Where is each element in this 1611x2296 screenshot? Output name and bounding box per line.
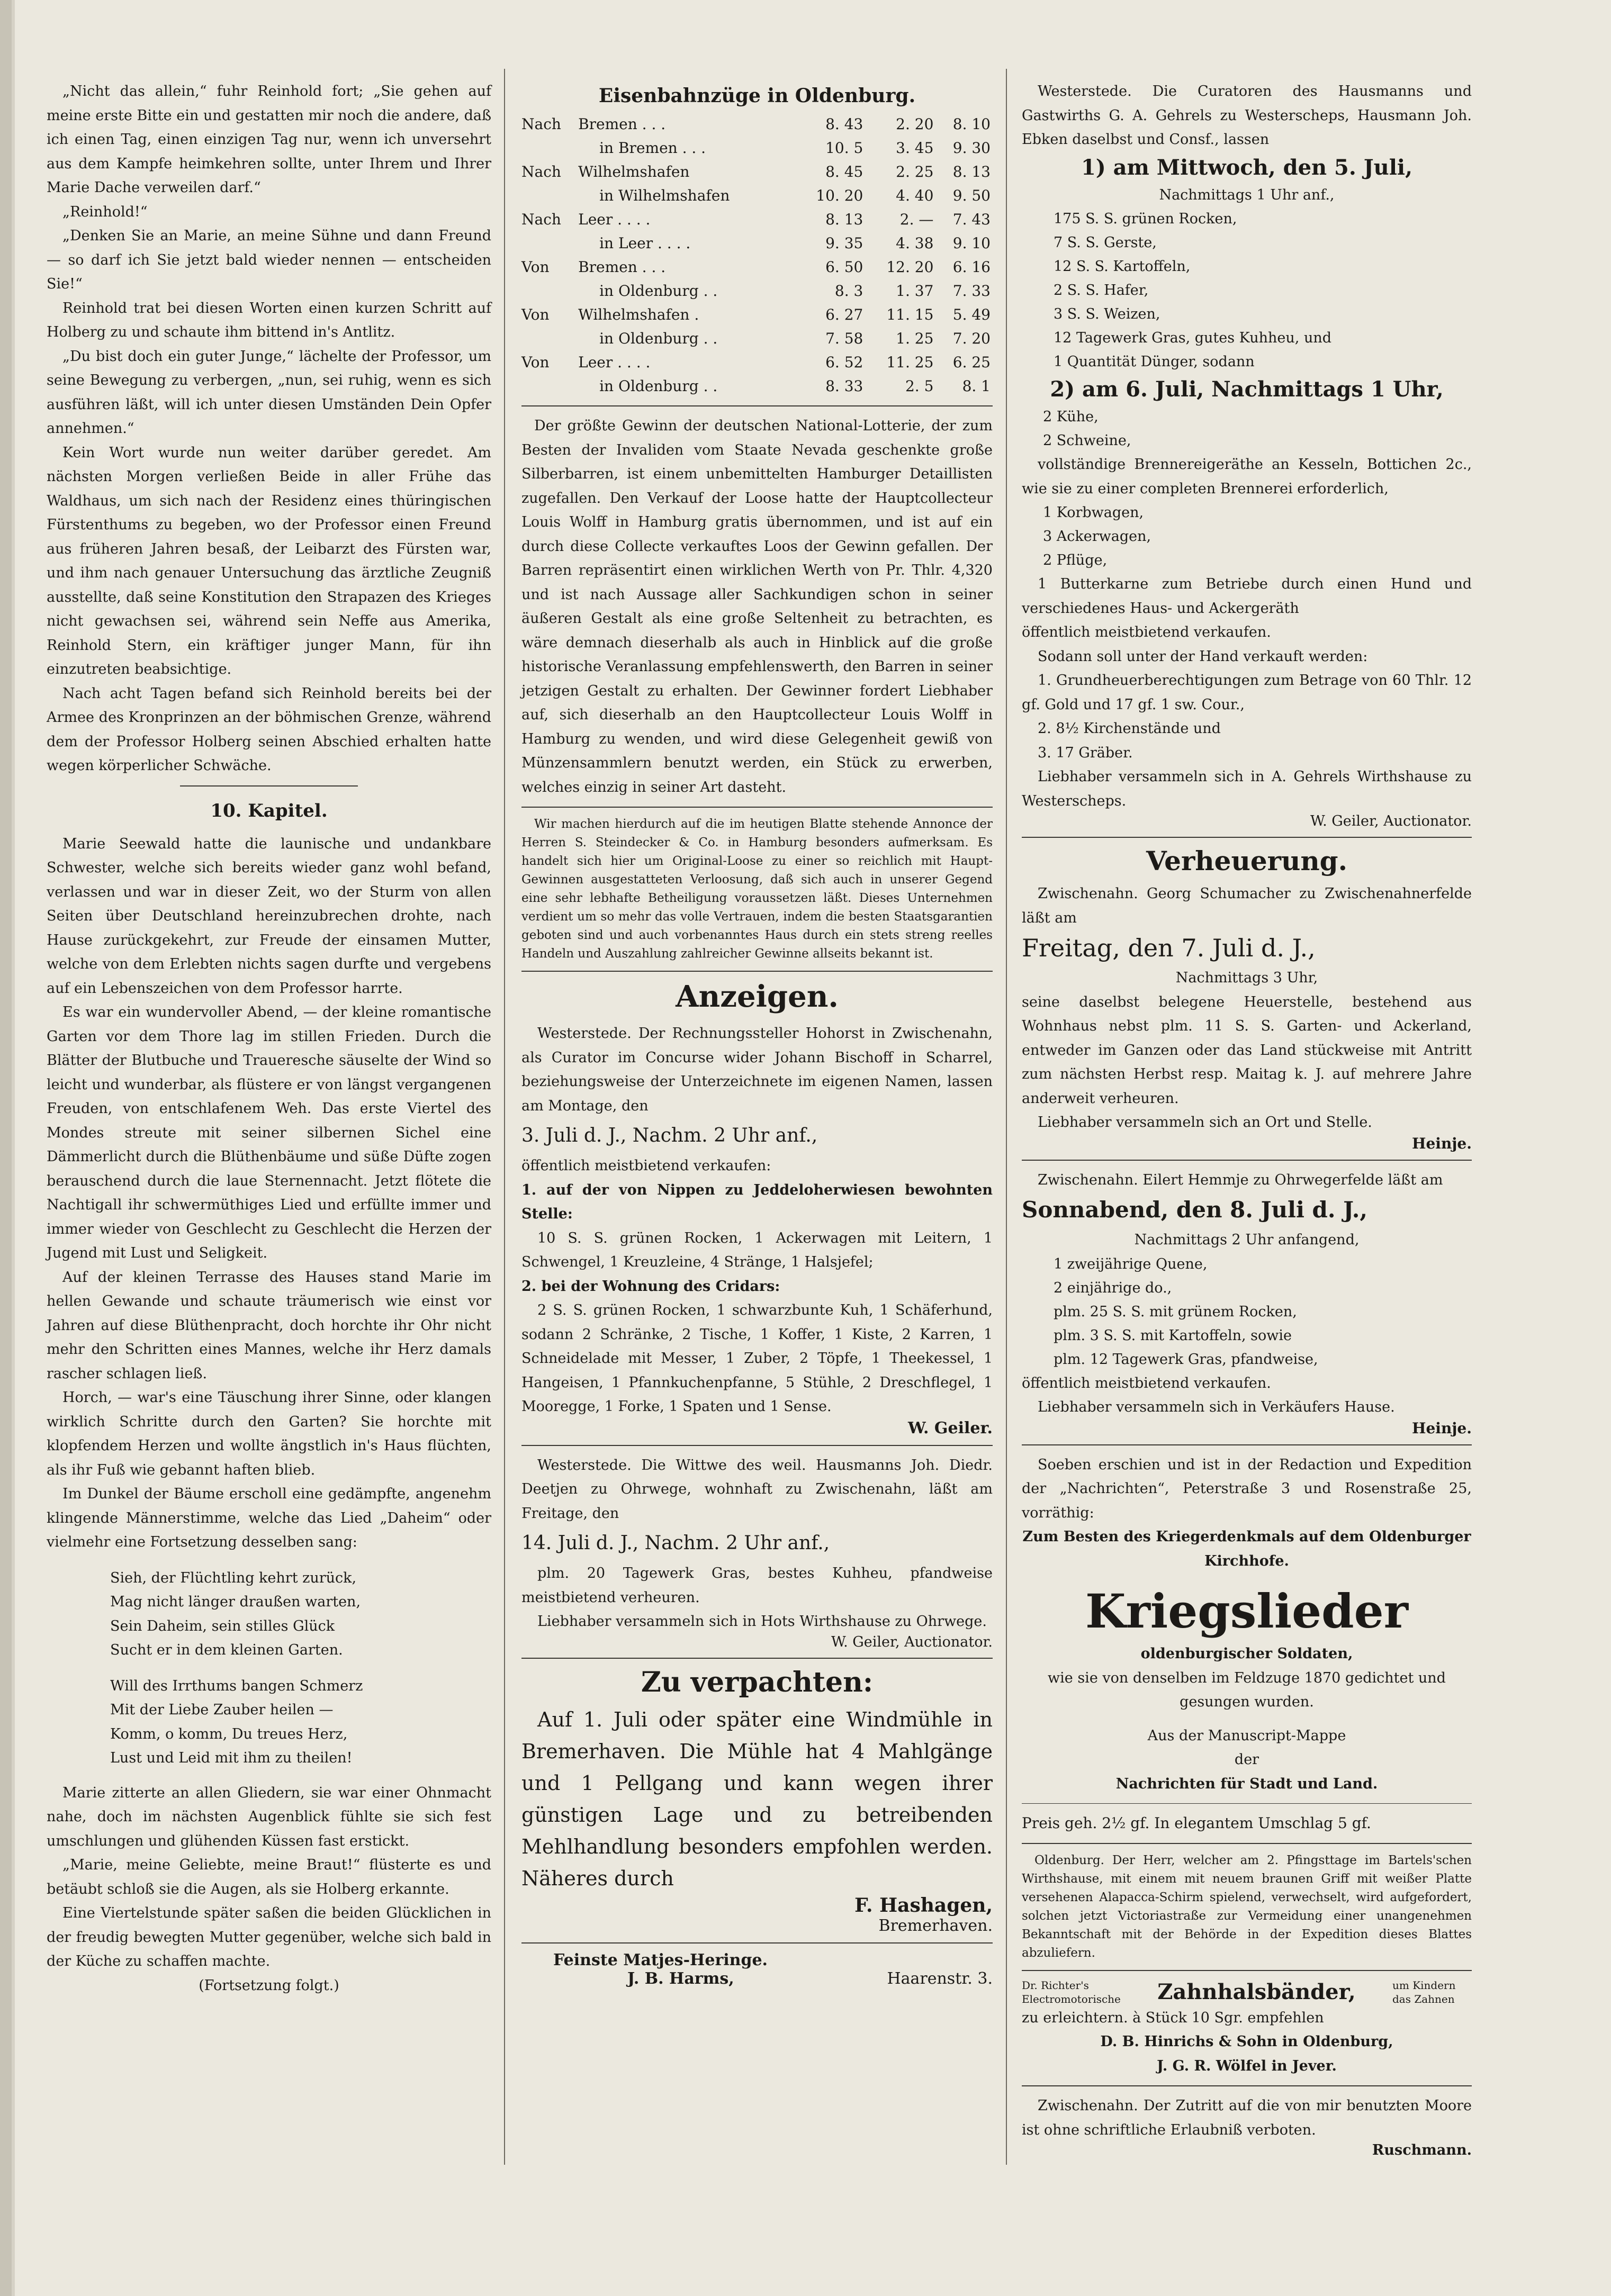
right-column	[1022, 79, 1472, 2158]
song-verse-line: Mag nicht länger draußen warten,	[110, 1594, 361, 1610]
song-verse-line: Sein Daheim, sein stilles Glück	[110, 1617, 335, 1634]
lease-heading: Verheuerung.	[1146, 845, 1348, 876]
train-route-cell: Leer . . . .	[578, 354, 651, 371]
column-divider-right	[1006, 69, 1007, 2165]
song-verse-line: Will des Irrthums bangen Schmerz	[110, 1677, 363, 1694]
ad-text: Westerstede. Der Rechnungssteller Hohorst in Zwischenahn, als Curator im Concurse wider Johann Bischoff in Scharrel, beziehungsweise der Unterzeichnete im eigenen Namen, lassen am Montage, den	[521, 1025, 993, 1114]
train-route-cell	[521, 327, 578, 350]
divider	[1022, 1803, 1472, 1804]
story-paragraph: Horch, — war's eine Täuschung ihrer Sinne, oder klangen wirklich Schritte durch den Garten? Sie horchte mit klopfendem Herzen und wollte ängstlich in's Haus flüchten, als ihr Fuß wie gebannt haften blieb.	[47, 1389, 491, 1478]
story-paragraph: Nach acht Tagen befand sich Reinhold bereits bei der Armee des Kronprinzen an der böhmischen Grenze, während dem der Professor Holberg seinen Abschied erhalten hatte wegen körperlicher Schwäche.	[47, 685, 491, 774]
train-row	[521, 184, 993, 207]
train-route-cell	[521, 231, 578, 255]
divider	[1022, 2085, 1472, 2086]
song-verse-line: Mit der Liebe Zauber heilen —	[110, 1702, 334, 1718]
train-time-cell: 2. —	[899, 211, 934, 228]
train-route-cell: Wilhelmshafen	[578, 163, 690, 180]
story-paragraph: Marie Seewald hatte die launische und undankbare Schwester, welche sich bereits wieder ganz wohl befand, verlassen und war in dieser Zeit, wo der Sturm von allen Seiten über Deutschland hereinzubrechen drohte, nach Hause zurückgekehrt, zur Freude der einsamen Mutter, welche von dem Erlebten nichts sagen durfte und vergebens auf ein Lebenszeichen von dem Professor harrte.	[47, 835, 491, 997]
product-seller: J. G. R. Wölfel in Jever.	[1157, 2057, 1337, 2074]
story-paragraph: „Reinhold!“	[62, 203, 148, 220]
story-paragraph: Kein Wort wurde nun weiter darüber geredet. Am nächsten Morgen verließen Beide in aller Frühe das Waldhaus, um sich nach der Residenz eines thüringischen Fürstenthums zu begeben, wo der Professor einen Freund aus früheren Jahren besaß, der Leibarzt des Fürsten war, und ihm nach genauer Untersuchung das ärztliche Zeugniß ausstellte, daß seine Konstitution den Strapazen des Krieges nicht gewachsen sei, während sein Neffe aus Amerika, Reinhold Stern, ein kräftiger junger Mann, für ihn einzutreten beabsichtige.	[47, 444, 491, 677]
train-time-cell: 6. 52	[825, 354, 863, 371]
train-row	[521, 231, 993, 255]
ad-text: Liebhaber versammeln sich in A. Gehrels Wirthshause zu Westerscheps.	[1022, 769, 1472, 809]
divider	[1022, 1160, 1472, 1161]
divider	[1022, 1444, 1472, 1445]
ad-text: Westerstede. Die Wittwe des weil. Hausmanns Joh. Diedr. Deetjen zu Ohrwege, wohnhaft zu Zwischenahn, läßt am Freitage, den	[521, 1457, 993, 1522]
train-route-cell	[521, 136, 578, 160]
train-time-cell: 8. 1	[962, 377, 991, 395]
ad-text: plm. 20 Tagewerk Gras, bestes Kuhheu, pfandweise meistbietend verheuren.	[521, 1565, 993, 1606]
story-paragraph: Im Dunkel der Bäume erscholl eine gedämpfte, angenehm klingende Männerstimme, welche das Lied „Daheim“ oder vielmehr eine Fortsetzung desselben sang:	[47, 1486, 491, 1550]
train-time-cell: 11. 15	[886, 306, 934, 323]
train-route-cell: in Oldenburg . .	[599, 330, 718, 347]
train-route-cell: in Oldenburg . .	[599, 377, 718, 395]
train-row	[521, 255, 993, 279]
ad-time: Nachmittags 3 Uhr,	[1175, 970, 1318, 986]
ad-signature: Ruschmann.	[1372, 2142, 1472, 2158]
auction-item: 7 S. S. Gerste,	[1054, 234, 1157, 251]
train-row	[521, 112, 993, 136]
train-row	[521, 136, 993, 160]
ad-text: vollständige Brennereigeräthe an Kesseln, Bottichen 2c., wie sie zu einer completen Brennerei erforderlich,	[1022, 456, 1472, 497]
column-divider-left	[504, 69, 505, 2165]
train-time-cell: 9. 30	[952, 139, 991, 157]
ad-text: seine daselbst belegene Heuerstelle, bestehend aus Wohnhaus nebst plm. 11 S. S. Garten- und Ackerland, entweder im Ganzen oder das Land stückweise mit Antritt zum nächsten Herbst resp. Maitag k. J. auf mehrere Jahre anderweit verheuren.	[1022, 993, 1472, 1107]
auction-item: 3 Ackerwagen,	[1043, 528, 1151, 545]
train-schedule-title: Eisenbahnzüge in Oldenburg.	[598, 85, 916, 107]
train-route-cell: Wilhelmshafen .	[578, 306, 699, 323]
auction-item: plm. 25 S. S. mit grünem Rocken,	[1054, 1303, 1297, 1320]
train-schedule-table	[521, 112, 993, 398]
ad-date: 2) am 6. Juli, Nachmittags 1 Uhr,	[1050, 377, 1444, 402]
train-time-cell: 2. 5	[905, 377, 934, 395]
train-route-cell: Von	[521, 354, 550, 371]
book-intro: Soeben erschien und ist in der Redaction und Expedition der „Nachrichten“, Peterstraße 3 und Rosenstraße 25, vorräthig:	[1022, 1456, 1472, 1521]
book-price: Preis geh. 2½ gf. In elegantem Umschlag 5 gf.	[1022, 1814, 1371, 1832]
ad-signature: W. Geiler.	[908, 1418, 993, 1438]
train-time-cell: 4. 38	[896, 234, 934, 252]
moor-notice: Zwischenahn. Der Zutritt auf die von mir benutzten Moore ist ohne schriftliche Erlaubniß verboten.	[1022, 2098, 1472, 2138]
train-row	[521, 207, 993, 231]
ad-signature: F. Hashagen,	[854, 1894, 993, 1917]
ad-time: Nachmittags 2 Uhr anfangend,	[1134, 1232, 1360, 1248]
ad-text: 3. 17 Gräber.	[1038, 744, 1133, 761]
divider	[521, 1942, 993, 1944]
train-time-cell: 6. 25	[952, 354, 991, 371]
auction-item: plm. 3 S. S. mit Kartoffeln, sowie	[1054, 1327, 1292, 1344]
ad-place: Bremerhaven.	[878, 1916, 993, 1935]
ad-date: Sonnabend, den 8. Juli d. J.,	[1022, 1197, 1367, 1223]
ad-text: öffentlich meistbietend verkaufen.	[1022, 1375, 1271, 1391]
train-time-cell: 8. 10	[952, 115, 991, 133]
ad-date: Freitag, den 7. Juli d. J.,	[1022, 934, 1316, 962]
product-text: zu erleichtern. à Stück 10 Sgr. empfehlen	[1022, 2009, 1324, 2026]
story-paragraph: „Du bist doch ein guter Junge,“ lächelte der Professor, um seine Bewegung zu verbergen, „nun, sei ruhig, wenn es sich ausführen läßt, will ich unter diesen Umständen Dein Opfer annehmen.“	[47, 348, 491, 437]
lease-text: Auf 1. Juli oder später eine Windmühle in Bremerhaven. Die Mühle hat 4 Mahlgänge und 1 Pellgang und kann wegen ihrer günstigen Lage und zu betreibenden Mehlhandlung besonders empfohlen werden. Näheres durch	[521, 1707, 993, 1890]
train-time-cell: 10. 20	[816, 187, 863, 204]
divider	[180, 785, 358, 787]
divider	[1022, 1843, 1472, 1844]
auction-item: 12 Tagewerk Gras, gutes Kuhheu, und	[1054, 330, 1332, 346]
ads-heading: Anzeigen.	[676, 979, 839, 1014]
lottery-article: Der größte Gewinn der deutschen National-Lotterie, der zum Besten der Invaliden vom Staate Nevada geschenkte große Silberbarren, ist einem unbemittelten Hamburger Detaillisten zugefallen. Den Verkauf der Loose hatte der Hauptcollecteur Louis Wolff in Hamburg gratis übernommen, und ist auf ein durch diese Collecte verkauftes Loos der Gewinn gefallen. Der Barren repräsentirt einen wirklichen Werth von Pr. Thlr. 4,320 und ist nach Aussage aller Sachkundigen schon in seiner äußeren Gestalt als eine große Seltenheit zu betrachten, es wäre demnach dieserhalb als auch in Hinblick auf die große historische Veranlassung empfehlenswerth, den Barren in seiner jetzigen Gestalt zu erhalten. Der Gewinner fordert Liebhaber auf, sich dieserhalb an den Hauptcollecteur Louis Wolff in Hamburg zu wenden, und wird diese Gelegenheit gewiß von Münzensammlern benutzt werden, ein Stück zu erwerben, welches einzig in seiner Art dasteht.	[521, 418, 993, 796]
story-paragraph: „Marie, meine Geliebte, meine Braut!“ flüsterte es und betäubt schloß sie die Augen, als sie Holberg erkannte.	[47, 1857, 491, 1897]
divider	[521, 807, 993, 808]
train-time-cell: 9. 10	[952, 234, 991, 252]
train-time-cell: 8. 33	[825, 377, 863, 395]
train-time-cell: 1. 37	[896, 282, 934, 300]
train-row	[521, 279, 993, 303]
ad-signature: W. Geiler, Auctionator.	[831, 1633, 993, 1650]
train-time-cell: 4. 40	[896, 187, 934, 204]
train-time-cell: 6. 50	[825, 258, 863, 276]
train-time-cell: 3. 45	[896, 139, 934, 157]
story-paragraph: Eine Viertelstunde später saßen die beiden Glücklichen in der freudig bewegten Mutter gegenüber, welche sich bald in der Küche zu schaffen machte.	[47, 1905, 491, 1969]
ad-text: 1. Grundheuerberechtigungen zum Betrage von 60 Thlr. 12 gf. Gold und 17 gf. 1 sw. Cour.,	[1022, 672, 1472, 713]
train-route-cell: in Wilhelmshafen	[599, 187, 730, 204]
story-paragraph: Es war ein wundervoller Abend, — der kleine romantische Garten vor dem Thore lag im stillen Frieden. Durch die Blätter der Blutbuche und Traueresche säuselte der Wind so leicht und wunderbar, als flüstere er von längst vergangenen Freuden, von entschlafenem Weh. Das erste Viertel des Mondes streute mit seiner silbernen Sichel eine Dämmerlicht durch die Blüthenbäume und süße Düfte zogen berauschend durch die laue Sternennacht. Jetzt flötete die Nachtigall ihr schwermüthiges Lied und erfüllte immer und immer wieder von Geschlecht zu Geschlecht die Herzen der Jugend mit Lust und Seligkeit.	[47, 1004, 491, 1261]
train-route-cell: in Bremen . . .	[599, 139, 706, 157]
auction-item: 2 Kühe,	[1043, 409, 1099, 425]
train-time-cell: 6. 27	[825, 306, 863, 323]
ad-text: 10 S. S. grünen Rocken, 1 Ackerwagen mit Leitern, 1 Schwengel, 1 Kreuzleine, 4 Stränge, 1 Halsjefel;	[521, 1230, 993, 1270]
book-subtitle: oldenburgischer Soldaten,	[1140, 1646, 1353, 1662]
auction-item: 3 S. S. Weizen,	[1054, 306, 1160, 322]
page-binding-edge	[0, 0, 12, 2296]
divider	[1022, 1970, 1472, 1971]
ad-text: Sodann soll unter der Hand verkauft werden:	[1038, 648, 1368, 665]
song-verse-line: Lust und Leid mit ihm zu theilen!	[110, 1750, 353, 1766]
train-time-cell: 10. 5	[825, 139, 863, 157]
train-time-cell: 2. 20	[896, 115, 934, 133]
ad-signature: J. B. Harms,	[627, 1969, 734, 1988]
train-time-cell: 5. 49	[952, 306, 991, 323]
book-title: Kriegslieder	[1085, 1584, 1409, 1639]
middle-column	[521, 79, 993, 1988]
train-row	[521, 327, 993, 350]
ad-subheading: 1. auf der von Nippen zu Jeddeloherwiesen bewohnten Stelle:	[521, 1181, 993, 1222]
ad-date: 3. Juli d. J., Nachm. 2 Uhr anf.,	[521, 1125, 818, 1146]
train-route-cell	[521, 374, 578, 398]
herring-ad: Feinste Matjes-Heringe.	[553, 1950, 768, 1969]
ad-text: Liebhaber versammeln sich in Hots Wirthshause zu Ohrwege.	[537, 1613, 987, 1630]
ad-text: öffentlich meistbietend verkaufen.	[1022, 624, 1271, 640]
train-time-cell: 6. 16	[952, 258, 991, 276]
auction-item: 12 S. S. Kartoffeln,	[1054, 258, 1191, 275]
book-source: Aus der Manuscript-Mappe	[1147, 1727, 1346, 1744]
ad-text: Liebhaber versammeln sich in Verkäufers Hause.	[1038, 1399, 1395, 1415]
story-paragraph: „Nicht das allein,“ fuhr Reinhold fort; „Sie gehen auf meine erste Bitte ein und gestatten mir noch die andere, daß ich einen Tag, einen einzigen Tag nur, wenn ich unversehrt aus dem Kampfe heimkehren sollte, unter Ihrem und Ihrer Marie Dache verweilen darf.“	[47, 83, 491, 196]
divider	[521, 405, 993, 406]
train-route-cell: Bremen . . .	[578, 115, 666, 133]
auction-item: 1 Korbwagen,	[1043, 504, 1144, 521]
train-time-cell: 9. 50	[952, 187, 991, 204]
train-route-cell: in Oldenburg . .	[599, 282, 718, 300]
song-verse-line: Sucht er in dem kleinen Garten.	[110, 1642, 343, 1658]
divider	[521, 1658, 993, 1659]
train-route-cell: Von	[521, 306, 550, 323]
train-route-cell: in Leer . . . .	[599, 234, 691, 252]
train-time-cell: 7. 43	[952, 211, 991, 228]
auction-item: 2 Schweine,	[1043, 432, 1131, 449]
product-maker: Electromotorische	[1022, 1992, 1121, 2005]
ad-date: 1) am Mittwoch, den 5. Juli,	[1081, 155, 1413, 180]
train-time-cell: 7. 33	[952, 282, 991, 300]
ad-text: Zwischenahn. Georg Schumacher zu Zwischenahnerfelde läßt am	[1022, 885, 1472, 926]
product-note: um Kindern das Zahnen	[1392, 1978, 1456, 2005]
song-verse-line: Sieh, der Flüchtling kehrt zurück,	[110, 1569, 357, 1586]
auction-item: plm. 12 Tagewerk Gras, pfandweise,	[1054, 1351, 1318, 1368]
auction-item: 2 Pflüge,	[1043, 552, 1108, 568]
train-route-cell: Leer . . . .	[578, 211, 651, 228]
ad-signature: Heinje.	[1412, 1419, 1472, 1437]
ad-signature: Heinje.	[1412, 1134, 1472, 1152]
story-column	[47, 79, 491, 1997]
book-source: der	[1234, 1751, 1259, 1768]
train-time-cell: 8. 13	[825, 211, 863, 228]
book-purpose: Zum Besten des Kriegerdenkmals auf dem Oldenburger Kirchhofe.	[1022, 1529, 1471, 1569]
train-row	[521, 374, 993, 398]
story-paragraph: „Denken Sie an Marie, an meine Sühne und dann Freund — so darf ich Sie jetzt bald wieder nennen — entscheiden Sie!“	[47, 228, 491, 292]
train-route-cell	[521, 279, 578, 303]
auction-item: 1 Quantität Dünger, sodann	[1054, 354, 1255, 370]
chapter-heading: 10. Kapitel.	[210, 800, 328, 821]
train-time-cell: 8. 3	[834, 282, 863, 300]
train-route-cell: Nach	[521, 163, 561, 180]
train-time-cell: 7. 58	[825, 330, 863, 347]
continuation-note: (Fortsetzung folgt.)	[199, 1977, 339, 1994]
ad-time: Nachmittags 1 Uhr anf.,	[1159, 186, 1335, 203]
ad-text: Westerstede. Die Curatoren des Hausmanns und Gastwirths G. A. Gehrels zu Westerscheps, Hausmann Joh. Ebken daselbst und Consf., lassen	[1022, 83, 1472, 148]
train-time-cell: 8. 43	[825, 115, 863, 133]
ad-signature: W. Geiler, Auctionator.	[1310, 813, 1472, 829]
lease-heading: Zu verpachten:	[641, 1666, 874, 1698]
book-subtitle: wie sie von denselben im Feldzuge 1870 gedichtet und gesungen wurden.	[1048, 1669, 1446, 1710]
train-route-cell: Nach	[521, 211, 561, 228]
auction-item: 2 S. S. Hafer,	[1054, 282, 1149, 299]
page-binding-shadow	[12, 0, 15, 2296]
train-route-cell: Nach	[521, 115, 561, 133]
divider	[1022, 837, 1472, 838]
train-route-cell: Von	[521, 258, 550, 276]
book-source: Nachrichten für Stadt und Land.	[1115, 1775, 1378, 1792]
ad-address: Haarenstr. 3.	[887, 1969, 993, 1988]
train-row	[521, 160, 993, 184]
product-maker: Dr. Richter's	[1022, 1978, 1089, 1992]
train-route-cell: Bremen . . .	[578, 258, 666, 276]
train-time-cell: 1. 25	[896, 330, 934, 347]
ad-text: öffentlich meistbietend verkaufen:	[521, 1158, 771, 1174]
ad-date: 14. Juli d. J., Nachm. 2 Uhr anf.,	[521, 1532, 830, 1554]
auction-item: 1 zweijährige Quene,	[1054, 1255, 1208, 1272]
train-time-cell: 8. 45	[825, 163, 863, 180]
ad-text: Zwischenahn. Eilert Hemmje zu Ohrwegerfelde läßt am	[1038, 1171, 1443, 1188]
product-title: Zahnhalsbänder,	[1157, 1979, 1356, 2004]
story-paragraph: Marie zitterte an allen Gliedern, sie war einer Ohnmacht nahe, doch im nächsten Augenblick fühlte sie sich fest umschlungen und glühenden Küssen fast erstickt.	[47, 1784, 491, 1849]
train-route-cell	[521, 184, 578, 207]
train-time-cell: 12. 20	[886, 258, 934, 276]
ad-text: Liebhaber versammeln sich an Ort und Stelle.	[1038, 1114, 1372, 1131]
divider	[521, 971, 993, 972]
steindecker-notice: Wir machen hierdurch auf die im heutigen Blatte stehende Annonce der Herren S. Steindecker & Co. in Hamburg besonders aufmerksam. Es handelt sich hier um Original-Loose zu einer so reichlich mit Haupt-Gewinnen ausgestatteten Verloosung, daß sich auch in unserer Gegend eine sehr lebhafte Betheiligung voraussetzen läßt. Dieses Unternehmen verdient um so mehr das volle Vertrauen, indem die besten Staatsgarantien geboten sind und auch vorbenanntes Haus durch ein stets streng reelles Handeln und Auszahlung zahlreicher Gewinne allseits bekannt ist.	[521, 817, 993, 961]
divider	[521, 1445, 993, 1446]
auction-item: 2 einjährige do.,	[1054, 1279, 1172, 1296]
ad-text: 2 S. S. grünen Rocken, 1 schwarzbunte Kuh, 1 Schäferhund, sodann 2 Schränke, 2 Tische, 1 Koffer, 1 Kiste, 2 Karren, 1 Schneidelade mit Messer, 1 Zuber, 2 Töpfe, 1 Theekessel, 1 Hangeisen, 1 Pfannkuchenpfanne, 5 Stühle, 2 Dreschflegel, 1 Mooregge, 1 Forke, 1 Spaten und 1 Sense.	[521, 1302, 993, 1415]
ad-text: 1 Butterkarne zum Betriebe durch einen Hund und verschiedenes Haus- und Ackergeräth	[1022, 576, 1472, 617]
ad-text: 2. 8½ Kirchenstände und	[1038, 720, 1221, 737]
train-time-cell: 8. 13	[952, 163, 991, 180]
auction-item: 175 S. S. grünen Rocken,	[1054, 211, 1237, 227]
train-time-cell: 9. 35	[825, 234, 863, 252]
train-row	[521, 303, 993, 327]
product-seller: D. B. Hinrichs & Sohn in Oldenburg,	[1100, 2033, 1393, 2050]
train-time-cell: 11. 25	[886, 354, 934, 371]
umbrella-notice: Oldenburg. Der Herr, welcher am 2. Pfingsttage im Bartels'schen Wirthshause, mit einem mit neuem braunen Griff mit weißer Platte versehenen Alapacca-Schirm spielend, verwechselt, wird aufgefordert, solchen jetzt Victoriastraße zur Vermeidung einer unangenehmen Bekanntschaft mit der Behörde in der Expedition dieses Blattes abzuliefern.	[1022, 1853, 1472, 1960]
ad-subheading: 2. bei der Wohnung des Cridars:	[521, 1278, 780, 1295]
train-row	[521, 350, 993, 374]
story-paragraph: Auf der kleinen Terrasse des Hauses stand Marie im hellen Gewande und schaute träumerisch wie einst vor Jahren auf diese Blüthenpracht, doch horchte ihr Ohr nicht mehr den Schritten eines Mannes, welche ihr Herz damals rascher schlagen ließ.	[47, 1269, 491, 1382]
train-time-cell: 2. 25	[896, 163, 934, 180]
story-paragraph: Reinhold trat bei diesen Worten einen kurzen Schritt auf Holberg zu und schaute ihm bittend in's Antlitz.	[47, 300, 491, 340]
train-time-cell: 7. 20	[952, 330, 991, 347]
song-verse-line: Komm, o komm, Du treues Herz,	[110, 1725, 348, 1742]
